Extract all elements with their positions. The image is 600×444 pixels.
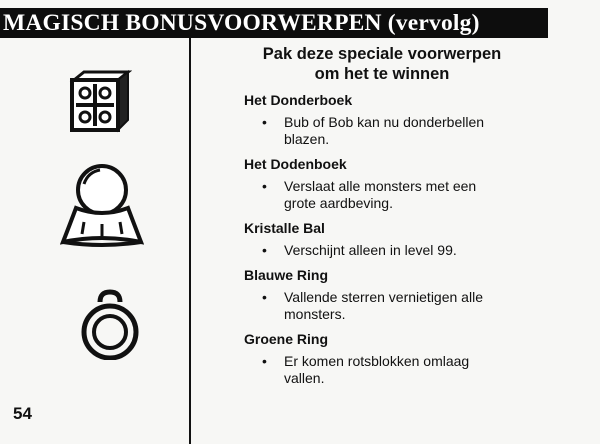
page-number: 54 (13, 404, 32, 423)
book-icon (66, 68, 132, 134)
item-dodenboek (244, 155, 584, 212)
item-groene-ring (244, 330, 584, 387)
bullet-icon: • (262, 353, 267, 369)
item-description: • Bub of Bob kan nu donderbellen blazen. (262, 114, 485, 147)
bullet-icon: • (262, 289, 267, 305)
header-title: MAGISCH BONUSVOORWERPEN (vervolg) (3, 10, 480, 36)
bullet-icon: • (262, 242, 267, 258)
bullet-icon: • (262, 178, 267, 194)
item-description: • Vallende sterren vernietigen alle monsters. (262, 289, 483, 322)
intro-heading: Pak deze speciale voorwerpen om het te winnen (262, 45, 502, 83)
item-donderboek (244, 91, 584, 148)
item-title: Het Dodenboek (244, 156, 347, 172)
bullet-icon: • (262, 114, 267, 130)
item-description: • Er komen rotsblokken omlaag vallen. (262, 353, 470, 386)
item-title: Het Donderboek (244, 92, 353, 108)
column-divider (189, 38, 191, 444)
item-title: Groene Ring (244, 331, 329, 347)
ring-icon (78, 288, 142, 360)
item-title: Kristalle Bal (244, 220, 325, 236)
item-description: • Verschijnt alleen in level 99. (262, 242, 457, 258)
item-kristalle-bal (244, 219, 584, 259)
crystal-ball-icon (60, 162, 144, 248)
page-header (0, 8, 548, 38)
item-description: • Verslaat alle monsters met een grote aardbeving. (262, 178, 477, 211)
content-column (244, 44, 584, 387)
item-title: Blauwe Ring (244, 267, 329, 283)
item-blauwe-ring (244, 266, 584, 323)
